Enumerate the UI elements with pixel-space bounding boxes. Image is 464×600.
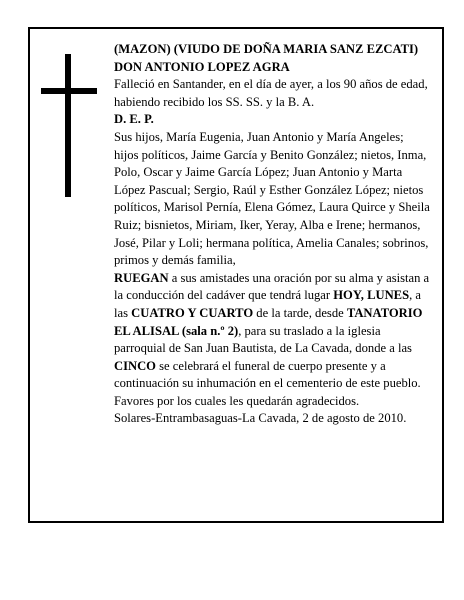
request-text-2: , a las: [114, 288, 421, 320]
dep-line: D. E. P.: [114, 112, 154, 127]
death-announcement: Falleció en Santander, en el día de ayer, a los 90 años de edad, habiendo recibido los SS. SS. y la B. A.: [114, 77, 428, 109]
request-text-4: , para su traslado a la iglesia parroquial de San Juan Bautista, de La Cavada, donde a las: [114, 323, 412, 356]
location-date: Solares-Entrambasaguas-La Cavada, 2 de agosto de 2010.: [114, 411, 407, 426]
funeral-time: CINCO: [114, 358, 156, 373]
funeral-home: TANATORIO EL ALISAL (sala n.º 2): [114, 305, 423, 338]
family-list: Sus hijos, María Eugenia, Juan Antonio y María Angeles; hijos políticos, Jaime García y Benito González; nietos, Inma, Polo, Oscar y Jaime García López; Juan Antonio y Marta López Pascual; Sergio, Raúl y Esther González López; nietos políticos, Marisol Pernía, Elena Gómez, Laura Quirce y Sheila Ruiz; bisnietos, Miriam, Iker, Yeray, Alba e Irene; hermanos, José, Pilar y Loli; hermana política, Amelia Canales; sobrinos, primos y demás familia,: [114, 129, 430, 268]
conduction-time: CUATRO Y CUARTO: [131, 305, 254, 320]
notice-header: (MAZON) (VIUDO DE DOÑA MARIA SANZ EZCATI): [114, 42, 419, 56]
cross-vertical-bar: [65, 54, 71, 197]
request-text-3: de la tarde, desde: [253, 305, 347, 320]
cross-icon: [41, 54, 97, 197]
request-text-5: se celebrará el funeral de cuerpo presente y a continuación su inhumación en el cementerio de este pueblo. Favores por los cuales les quedarán agradecidos.: [114, 358, 421, 408]
obituary-text: [114, 41, 430, 428]
request-text-1: a sus amistades una oración por su alma y asistan a la conducción del cadáver que tendrá lugar: [114, 270, 430, 303]
ruegan-word: RUEGAN: [114, 270, 169, 285]
cross-horizontal-bar: [41, 88, 97, 94]
deceased-name: DON ANTONIO LOPEZ AGRA: [114, 59, 290, 74]
day-text: HOY, LUNES: [333, 288, 410, 303]
funeral-request: [114, 270, 430, 411]
